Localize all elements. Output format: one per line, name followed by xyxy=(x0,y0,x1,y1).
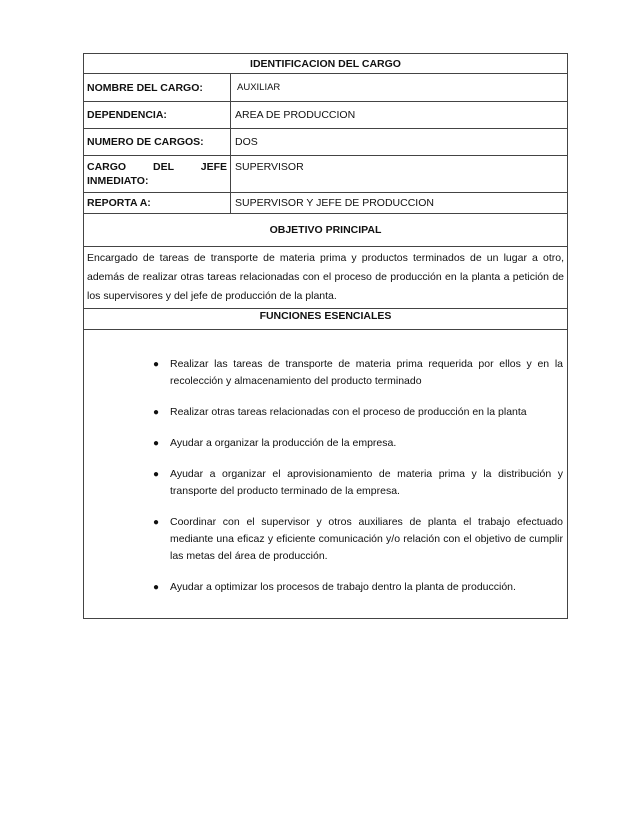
label-nombre-cargo: NOMBRE DEL CARGO: xyxy=(84,74,231,102)
value-dependencia: AREA DE PRODUCCION xyxy=(231,102,568,129)
job-description-sheet xyxy=(83,53,567,619)
bullet-icon: ● xyxy=(152,359,160,370)
list-item xyxy=(150,404,563,421)
bullet-icon: ● xyxy=(152,469,160,480)
label-jefe-inmediato-line2: INMEDIATO: xyxy=(87,175,149,187)
objetivo-text-row xyxy=(84,247,568,309)
bullet-icon: ● xyxy=(152,582,160,593)
job-description-table xyxy=(83,53,568,619)
label-numero-cargos: NUMERO DE CARGOS: xyxy=(84,129,231,156)
value-numero-cargos: DOS xyxy=(231,129,568,156)
label-jefe-inmediato-line1: CARGO DEL JEFE xyxy=(87,161,227,173)
bullet-icon: ● xyxy=(152,438,160,449)
funciones-list-row xyxy=(84,330,568,619)
funcion-text: Ayudar a organizar el aprovisionamiento de materia prima y la distribución y transporte del producto terminado de la empresa. xyxy=(170,468,563,497)
bullet-icon: ● xyxy=(152,517,160,528)
funcion-text: Ayudar a organizar la producción de la empresa. xyxy=(170,437,397,449)
objetivo-text: Encargado de tareas de transporte de materia prima y productos terminados de un lugar a otro, además de realizar otras tareas relacionadas con el proceso de producción en la planta a petición de los supervisores y del jefe de producción de la planta. xyxy=(84,247,568,309)
list-item xyxy=(150,435,563,452)
funcion-text: Ayudar a optimizar los procesos de trabajo dentro la planta de producción. xyxy=(170,581,516,593)
identificacion-header-row xyxy=(84,54,568,74)
funcion-text: Realizar otras tareas relacionadas con el proceso de producción en la planta xyxy=(170,406,527,418)
funciones-header-row xyxy=(84,309,568,330)
value-reporta-a: SUPERVISOR Y JEFE DE PRODUCCION xyxy=(231,193,568,214)
label-jefe-inmediato xyxy=(84,156,231,193)
funcion-text: Realizar las tareas de transporte de materia prima requerida por ellos y en la recolección y almacenamiento del producto terminado xyxy=(170,358,563,387)
value-jefe-inmediato: SUPERVISOR xyxy=(231,156,568,193)
objetivo-header-row xyxy=(84,214,568,247)
row-reporta-a xyxy=(84,193,568,214)
list-item xyxy=(150,356,563,390)
funciones-list xyxy=(84,330,567,618)
row-jefe-inmediato xyxy=(84,156,568,193)
funciones-cell xyxy=(84,330,568,619)
value-nombre-cargo: AUXILIAR xyxy=(231,74,568,102)
row-numero-cargos xyxy=(84,129,568,156)
funciones-header: FUNCIONES ESENCIALES xyxy=(84,309,568,330)
list-item xyxy=(150,466,563,500)
list-item xyxy=(150,579,563,596)
label-dependencia: DEPENDENCIA: xyxy=(84,102,231,129)
row-dependencia xyxy=(84,102,568,129)
row-nombre-cargo xyxy=(84,74,568,102)
bullet-icon: ● xyxy=(152,407,160,418)
label-reporta-a: REPORTA A: xyxy=(84,193,231,214)
identificacion-header: IDENTIFICACION DEL CARGO xyxy=(84,54,568,74)
list-item xyxy=(150,514,563,565)
funcion-text: Coordinar con el supervisor y otros auxiliares de planta el trabajo efectuado mediante una eficaz y eficiente comunicación y/o relación con el objetivo de cumplir las metas del área de producción. xyxy=(170,516,563,562)
objetivo-header: OBJETIVO PRINCIPAL xyxy=(84,214,568,247)
